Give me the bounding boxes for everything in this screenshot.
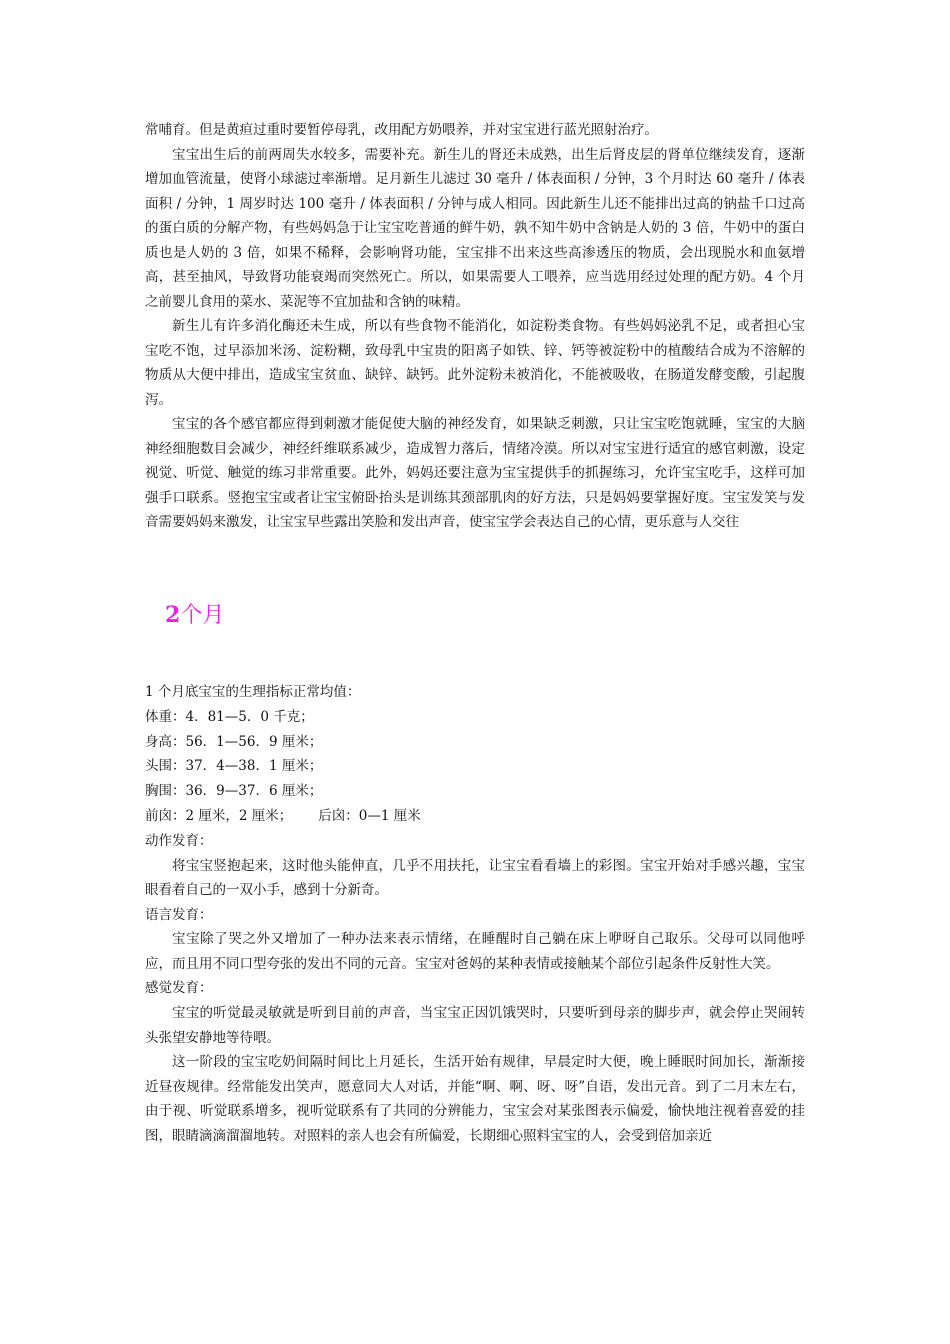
paragraph-jaundice: 常哺育。但是黄疸过重时要暂停母乳，改用配方奶喂养，并对宝宝进行蓝光照射治疗。 bbox=[145, 122, 658, 138]
section-heading-2-months bbox=[165, 600, 224, 631]
indicator-head: 头围：37．4—38．1 厘米； bbox=[145, 758, 323, 775]
sense-text: 宝宝的听觉最灵敏就是听到目前的声音，当宝宝正因饥饿哭时，只要听到母亲的脚步声，就会停止哭闹转头张望安静地等待喂。 bbox=[145, 1005, 805, 1046]
section-newborn bbox=[145, 118, 805, 535]
motor-title: 动作发育： bbox=[145, 832, 213, 849]
indicator-weight: 体重：4．81—5．0 千克； bbox=[145, 708, 314, 725]
indicator-height: 身高：56．1—56．9 厘米； bbox=[145, 733, 323, 750]
paragraph-senses: 宝宝的各个感官都应得到刺激才能促使大脑的神经发育，如果缺乏刺激，只让宝宝吃饱就睡，宝宝的大脑神经细胞数目会减少，神经纤维联系减少，造成智力落后，情绪冷漠。所以对宝宝进行适宜的感官刺激，设定视觉、听觉、触觉的练习非常重要。此外，妈妈还要注意为宝宝提供手的抓握练习，允许宝宝吃手，这样可加强手口联系。竖抱宝宝或者让宝宝俯卧抬头是训练其颈部肌肉的好方法，只是妈妈要掌握好度。宝宝发笑与发音需要妈妈来激发，让宝宝早些露出笑脸和发出声音，使宝宝学会表达自己的心情，更乐意与人交往 bbox=[145, 416, 805, 530]
indicator-fontanel-front: 前囟：2 厘米，2 厘米； bbox=[145, 807, 293, 824]
paragraph-kidney: 宝宝出生后的前两周失水较多，需要补充。新生儿的肾还未成熟，出生后肾皮层的肾单位继续发育，逐渐增加血管流量，使肾小球滤过率渐增。足月新生儿滤过 30 毫升 / 体表面积 / 分钟，3 个月时达 60 毫升 / 体表面积 / 分钟，1 周岁时达 100 毫升 / 体表面积 / 分钟与成人相同。因此新生儿还不能排出过高的钠盐千口过高的蛋白质的分解产物，有些妈妈急于让宝宝吃普通的鲜牛奶，孰不知牛奶中含钠是人奶的 3 倍，牛奶中的蛋白质也是人奶的 3 倍，如果不稀释，会影响肾功能，宝宝排不出来这些高渗透压的物质，会出现脱水和血氨增高，甚至抽风，导致肾功能衰竭而突然死亡。所以，如果需要人工喂养，应当选用经过处理的配方奶。4 个月之前婴儿食用的菜水、菜泥等不宜加盐和含钠的味精。 bbox=[145, 146, 805, 310]
stage-text: 这一阶段的宝宝吃奶间隔时间比上月延长，生活开始有规律，早晨定时大便，晚上睡眠时间加长，渐渐接近昼夜规律。经常能发出笑声，愿意同大人对话，并能“啊、啊、呀、呀”自语，发出元音。到了二月末左右，由于视、听觉联系增多，视听觉联系有了共同的分辨能力，宝宝会对某张图表示偏爱，愉快地注视着喜爱的挂图，眼睛滴滴溜溜地转。对照料的亲人也会有所偏爱，长期细心照料宝宝的人，会受到倍加亲近 bbox=[145, 1054, 805, 1144]
heading-number: 2 bbox=[165, 602, 181, 628]
paragraph-digestion: 新生儿有许多消化酶还未生成，所以有些食物不能消化，如淀粉类食物。有些妈妈泌乳不足，或者担心宝宝吃不饱，过早添加米汤、淀粉糊，致母乳中宝贵的阳离子如铁、锌、钙等被淀粉中的植酸结合成为不溶解的物质从大便中排出，造成宝宝贫血、缺锌、缺钙。此外淀粉未被消化，不能被吸收，在肠道发酵变酸，引起腹泻。 bbox=[145, 318, 805, 408]
section-2-months bbox=[145, 680, 805, 1148]
language-title: 语言发育： bbox=[145, 906, 213, 923]
indicator-chest: 胸围：36．9—37．6 厘米； bbox=[145, 783, 323, 800]
sense-title: 感觉发育： bbox=[145, 980, 213, 997]
motor-text: 将宝宝竖抱起来，这时他头能伸直，几乎不用扶托，让宝宝看看墙上的彩图。宝宝开始对手感兴趣，宝宝眼看着自己的一双小手，感到十分新奇。 bbox=[145, 857, 805, 899]
indicator-fontanel bbox=[145, 804, 805, 829]
heading-text: 个月 bbox=[180, 603, 225, 628]
indicators-intro: 1 个月底宝宝的生理指标正常均值： bbox=[145, 684, 361, 700]
indicator-fontanel-back: 后囟：0—1 厘米 bbox=[318, 807, 421, 824]
language-text: 宝宝除了哭之外又增加了一种办法来表示情绪，在睡醒时自己躺在床上咿呀自己取乐。父母可以同他呼应，而且用不同口型夸张的发出不同的元音。宝宝对爸妈的某种表情或接触某个部位引起条件反射性大笑。 bbox=[145, 931, 805, 972]
